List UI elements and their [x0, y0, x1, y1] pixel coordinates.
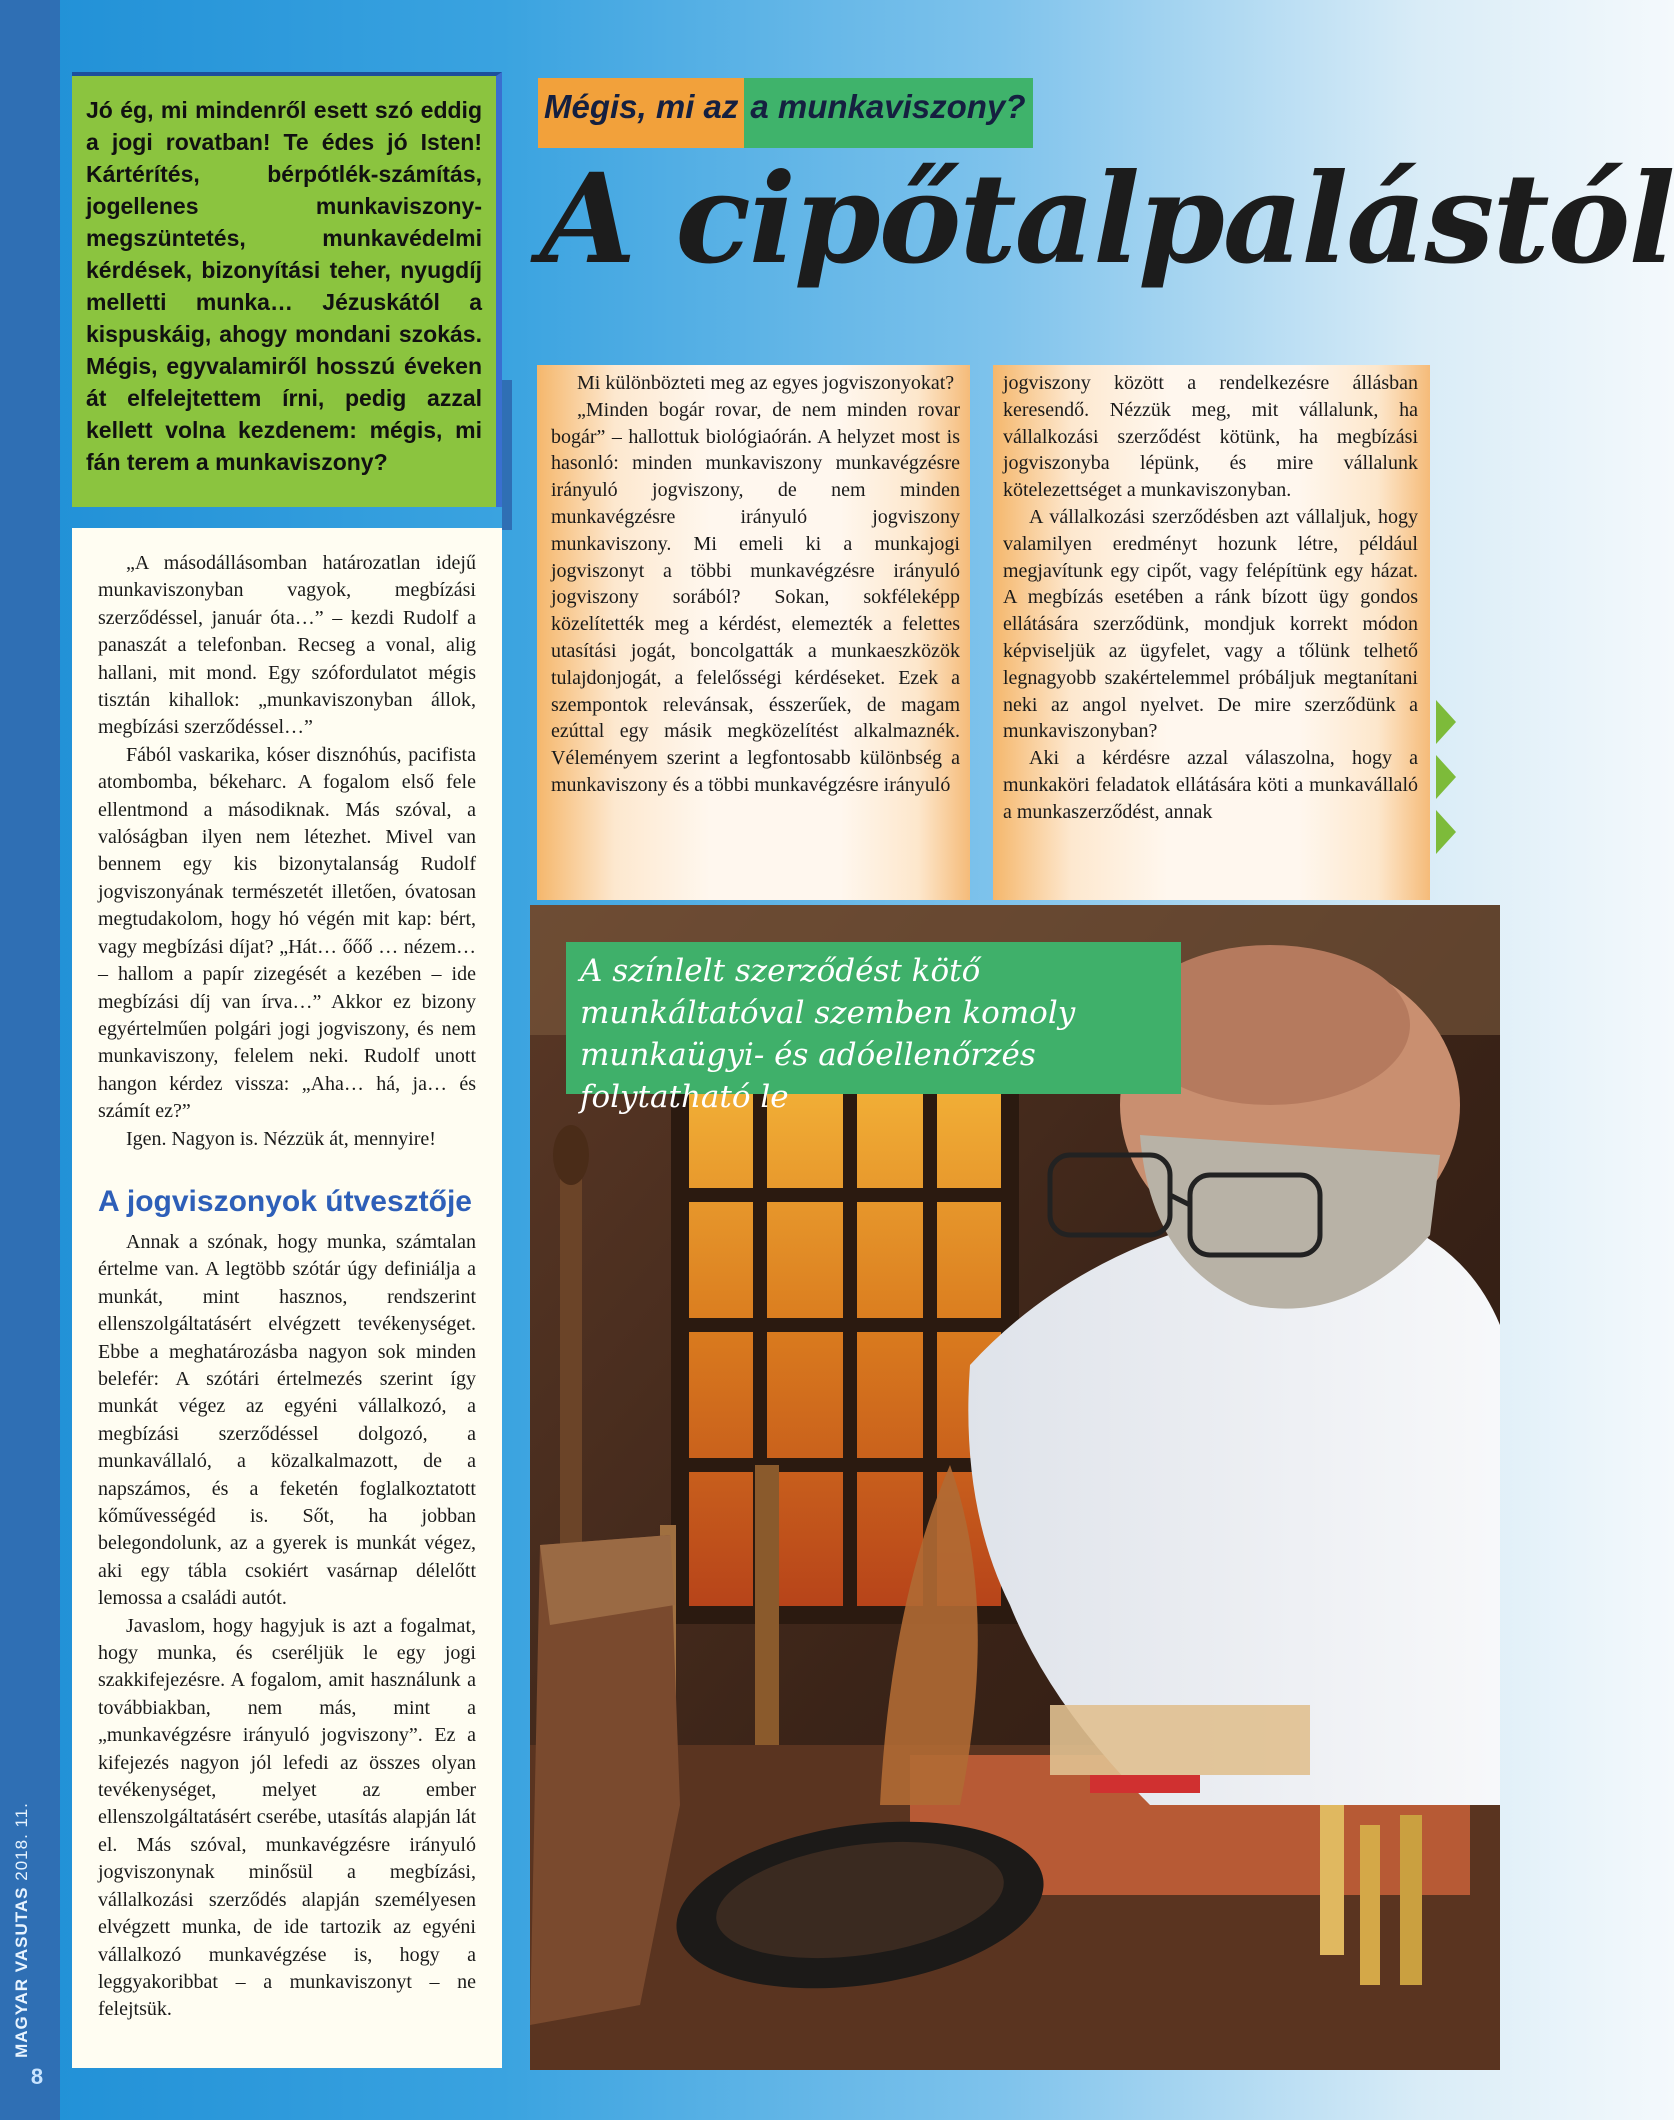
arrow-marker-2: [1436, 755, 1456, 799]
kicker: [538, 78, 1033, 148]
middle-paragraph-2: „Minden bogár rovar, de nem minden rovar bogár” – hallottuk biológiaórán. A helyzet most is hasonló: minden munkaviszony munkavégzésre irányuló jogviszony, de nem minden munkavégzésre irányuló jogviszony munkaviszony. Mi emeli ki a munkajogi jogviszonyt a többi munkavégzésre irányuló jogviszony sorából? Sokan, sokféleképp közelítették meg a kérdést, elemezték a felettes utasítási jogát, boncolgatták a munkaeszközök tulajdonjogát, a felelősségi kérdéseket. Ezek a szempontok relevánsak, ésszerűek, de magam ezúttal egy másik megközelítést alkalmaznék. Véleményem szerint a legfontosabb különbség a munkaviszony és a többi munkavégzésre irányuló: [551, 398, 960, 796]
left-column: [72, 528, 502, 2068]
pull-quote-text: A színlelt szerződést kötő munkáltatóval szemben komoly munkaügyi- és adóellenőrzés folytatható le: [580, 953, 1076, 1115]
lead-accent-bar: [502, 380, 512, 530]
page-number: 8: [30, 2064, 44, 2089]
left-paragraph-2: Fából vaskarika, kóser disznóhús, pacifista atombomba, békeharc. A fogalom első fele ellentmond a másodiknak. Más szóval, a valóságban ilyen nem létezhet. Mivel van bennem egy kis bizonytalanság Rudolf jogviszonyának természetét illetően, óvatosan megtudakolom, hogy hó végén mit kap: bért, vagy megbízási díjat? „Hát… őőő … nézem… – hallom a papír zizegését a kezében – ide megbízási díj van írva…” Akkor ez bizony egyértelműen polgári jogi jogviszony, és nem munkaviszony, felelem neki. Rudolf unott hangon kérdez vissza: „Aha… há, ja… és számít ez?”: [98, 743, 476, 1123]
right-column: [993, 365, 1430, 900]
section-subheading: A jogviszonyok útvesztője: [98, 1184, 472, 1218]
kicker-part-2: a munkaviszony?: [744, 78, 1033, 148]
magazine-footer-label: MAGYAR VASUTAS 2018. 11.: [12, 1802, 31, 2058]
headline: A cipőtalpalástól: [540, 147, 1674, 292]
arrow-marker-3: [1436, 810, 1456, 854]
right-paragraph-2: A vállalkozási szerződésben azt vállaljuk, hogy valamilyen eredményt hozunk létre, például megjavítunk egy cipőt, vagy felépítünk egy házat. A megbízás esetében a ránk bízott ügy gondos ellátására szerződünk, mondjuk korrekt módon képviseljük az ügyfelet, vagy a tőlünk telhető legnagyobb szakértelemmel próbáljuk megtanítani neki az angol nyelvet. De mire szerződünk a munkaviszonyban?: [1003, 505, 1418, 743]
kicker-part-1: Mégis, mi az: [538, 78, 744, 148]
page-footer: [12, 1790, 52, 2090]
lead-text: Jó ég, mi mindenről esett szó eddig a jogi rovatban! Te édes jó Isten! Kártérítés, bérpótlék-számítás, jogellenes munkaviszony-megszüntetés, munkavédelmi kérdések, bizonyítási teher, nyugdíj melletti munka… Jézuskától a kispuskáig, ahogy mondani szokás. Mégis, egyvalamiről hosszú éveken át elfelejtettem írni, pedig azzal kellett volna kezdenem: mégis, mi fán terem a munkaviszony?: [86, 97, 482, 475]
pull-quote-box: [566, 942, 1181, 1115]
right-paragraph-1: jogviszony között a rendelkezésre állásban keresendő. Nézzük meg, mit vállalunk, ha vállalkozási szerződést kötünk, ha megbízási jogviszonyba lépünk, és mire vállalunk kötelezettséget a munkaviszonyban.: [1003, 372, 1418, 502]
middle-column: [537, 365, 970, 900]
left-paragraph-5: Javaslom, hogy hagyjuk is azt a fogalmat, hogy munka, és cseréljük le egy jogi szakkifejezésre. A fogalom, amit használunk a továbbiakban, nem más, mint a „munkavégzésre irányuló jogviszony”. Ez a kifejezés nagyon jól lefedi az összes olyan tevékenységet, melyet az ember ellenszolgáltatásért cserébe, utasítás alapján lát el. Más szóval, munkavégzésre irányuló jogviszonynak minősül a megbízási, vállalkozási szerződés alapján személyesen elvégzett munka, de ide tartozik az egyéni vállalkozó munkavégzése is, hogy a leggyakoribbat – a munkaviszonyt – ne felejtsük.: [98, 1614, 476, 2021]
lead-box: [72, 72, 502, 507]
left-paragraph-1: „A másodállásomban határozatlan idejű munkaviszonyban vagyok, megbízási szerződéssel, január óta…” – kezdi Rudolf a panaszát a telefonban. Recseg a vonal, alig hallani, mit mond. Egy szófordulatot mégis tisztán kihallok: „munkaviszonyban állok, megbízási szerződéssel…”: [98, 552, 476, 739]
left-paragraph-4: Annak a szónak, hogy munka, számtalan értelme van. A legtöbb szótár úgy definiálja a munkát, mint hasznos, rendszerint ellenszolgáltatásért elvégzett tevékenységet. Ebbe a meghatározásba nagyon sok minden belefér: A szótári értelmezés szerint így munkát végez az egyéni vállalkozó, a megbízási szerződéssel dolgozó, a munkavállaló, a közalkalmazott, de a napszámos, és a feketén foglalkoztatott kőművességéd is. Sőt, ha jobban belegondolunk, az a gyerek is munkát végez, aki egy tábla csokiért vasárnap délelőtt lemossa a családi autót.: [98, 1230, 476, 1610]
right-paragraph-3: Aki a kérdésre azzal válaszolna, hogy a munkaköri feladatok ellátására köti a munkavállaló a munkaszerződést, annak: [1003, 747, 1418, 823]
arrow-marker-1: [1436, 700, 1456, 744]
middle-paragraph-1: Mi különbözteti meg az egyes jogviszonyokat?: [577, 372, 955, 394]
left-paragraph-3: Igen. Nagyon is. Nézzük át, mennyire!: [126, 1127, 436, 1150]
